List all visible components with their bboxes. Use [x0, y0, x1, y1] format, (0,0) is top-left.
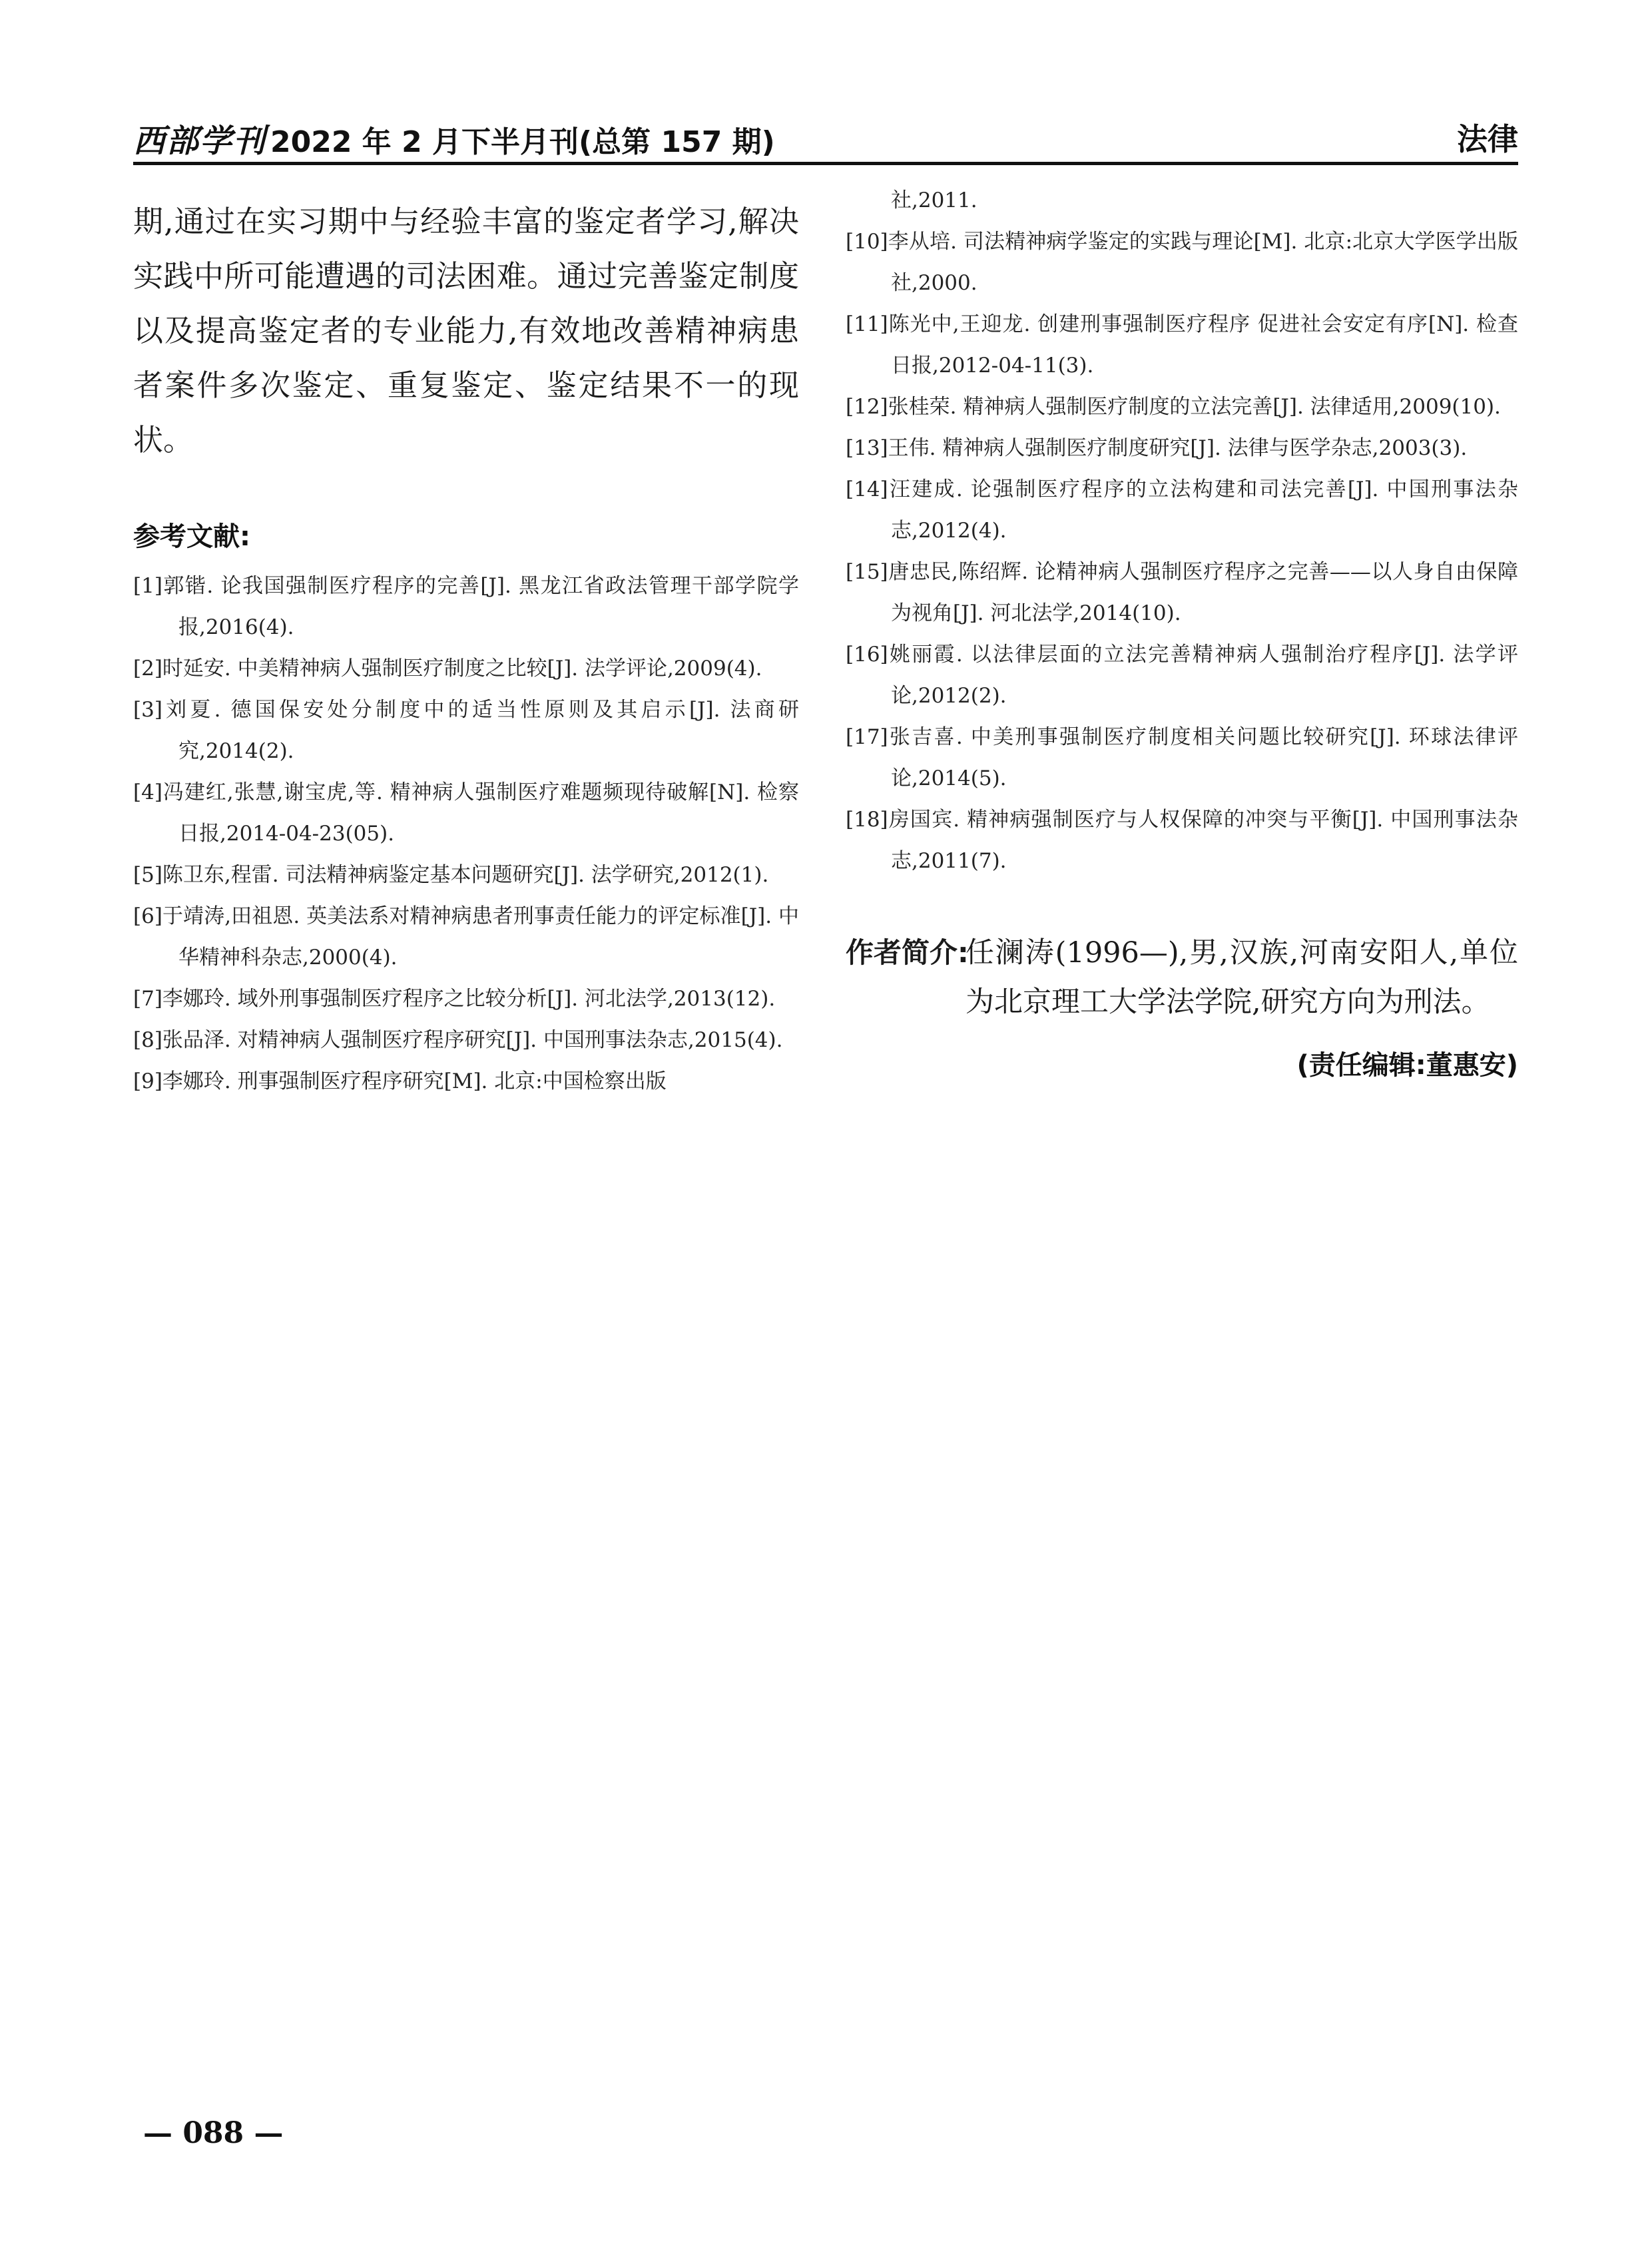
issue-info: 2022 年 2 月下半月刊(总第 157 期): [270, 125, 775, 159]
reference-item: [12]张桂荣. 精神病人强制医疗制度的立法完善[J]. 法律适用,2009(10).: [846, 395, 1501, 419]
reference-item: [16]姚丽霞. 以法律层面的立法完善精神病人强制治疗程序[J]. 法学评论,2012(2).: [846, 643, 1518, 708]
reference-item: [4]冯建红,张慧,谢宝虎,等. 精神病人强制医疗难题频现待破解[N]. 检察日报,2014-04-23(05).: [133, 780, 799, 846]
left-column: [133, 180, 799, 1102]
reference-item: [6]于靖涛,田祖恩. 英美法系对精神病患者刑事责任能力的评定标准[J]. 中华精神科杂志,2000(4).: [133, 904, 799, 970]
reference-item: [2]时延安. 中美精神病人强制医疗制度之比较[J]. 法学评论,2009(4).: [133, 657, 762, 681]
reference-item: [13]王伟. 精神病人强制医疗制度研究[J]. 法律与医学杂志,2003(3).: [846, 436, 1468, 460]
reference-item: [7]李娜玲. 域外刑事强制医疗程序之比较分析[J]. 河北法学,2013(12).: [133, 987, 776, 1011]
right-column: [846, 180, 1518, 1082]
header-rule: [133, 162, 1518, 165]
author-bio-text: 任澜涛(1996—),男,汉族,河南安阳人,单位为北京理工大学法学院,研究方向为刑法。: [965, 936, 1518, 1019]
reference-continuation: 社,2011.: [891, 188, 977, 212]
body-paragraph: 期,通过在实习期中与经验丰富的鉴定者学习,解决实践中所可能遭遇的司法困难。通过完善鉴定制度以及提高鉴定者的专业能力,有效地改善精神病患者案件多次鉴定、重复鉴定、鉴定结果不一的现状。: [133, 204, 799, 457]
page-number: — 088 —: [143, 2116, 284, 2150]
responsible-editor: (责任编辑:董惠安): [1296, 1050, 1518, 1081]
reference-item: [14]汪建成. 论强制医疗程序的立法构建和司法完善[J]. 中国刑事法杂志,2012(4).: [846, 477, 1518, 543]
reference-item: [5]陈卫东,程雷. 司法精神病鉴定基本问题研究[J]. 法学研究,2012(1).: [133, 863, 769, 887]
reference-item: [1]郭锴. 论我国强制医疗程序的完善[J]. 黑龙江省政法管理干部学院学报,2016(4).: [133, 574, 799, 639]
journal-logo: 西部学刊: [133, 123, 267, 160]
section-label: 法律: [1457, 121, 1518, 157]
reference-item: [17]张吉喜. 中美刑事强制医疗制度相关问题比较研究[J]. 环球法律评论,2014(5).: [846, 725, 1518, 790]
reference-item: [15]唐忠民,陈绍辉. 论精神病人强制医疗程序之完善——以人身自由保障为视角[J]. 河北法学,2014(10).: [846, 560, 1518, 625]
references-list-left: [133, 565, 799, 1102]
author-bio-label: 作者简介:: [846, 936, 969, 969]
reference-item: [11]陈光中,王迎龙. 创建刑事强制医疗程序 促进社会安定有序[N]. 检查日报,2012-04-11(3).: [846, 312, 1518, 378]
author-bio: [846, 928, 1518, 1027]
references-title: 参考文献:: [133, 521, 250, 552]
references-list-right: [846, 221, 1518, 882]
reference-item: [10]李从培. 司法精神病学鉴定的实践与理论[M]. 北京:北京大学医学出版社,2000.: [846, 230, 1518, 295]
header-left: [133, 115, 775, 161]
reference-item: [18]房国宾. 精神病强制医疗与人权保障的冲突与平衡[J]. 中国刑事法杂志,2011(7).: [846, 808, 1518, 873]
running-header: [133, 110, 1518, 160]
reference-item: [3]刘夏. 德国保安处分制度中的适当性原则及其启示[J]. 法商研究,2014(2).: [133, 698, 799, 763]
reference-item: [9]李娜玲. 刑事强制医疗程序研究[M]. 北京:中国检察出版: [133, 1069, 667, 1093]
reference-item: [8]张品泽. 对精神病人强制医疗程序研究[J]. 中国刑事法杂志,2015(4).: [133, 1028, 783, 1052]
